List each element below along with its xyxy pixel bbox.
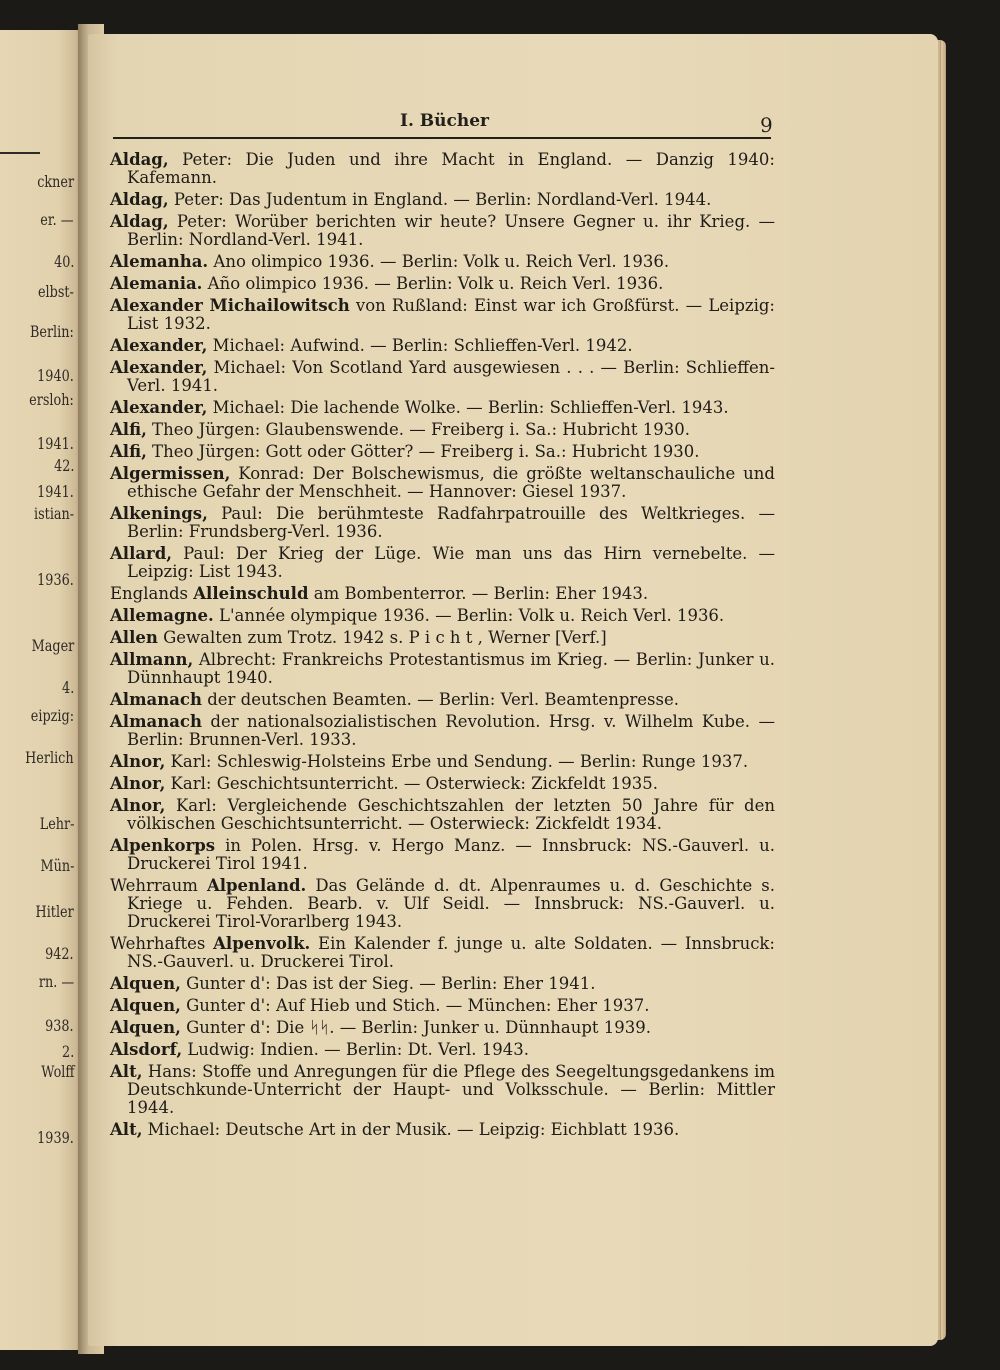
left-page-fragment: 1940. bbox=[37, 366, 74, 385]
entry-text: in Polen. Hrsg. v. Hergo Manz. — Innsbruck: NS.-Gauverl. u. Druckerei Tirol 1941. bbox=[127, 836, 775, 873]
left-page-fragment: 1941. bbox=[37, 482, 74, 501]
bibliography-entry bbox=[110, 877, 775, 931]
entry-keyword: Aldag, bbox=[110, 190, 169, 209]
entry-keyword: Alexander, bbox=[110, 398, 208, 417]
entry-text: Karl: Schleswig-Holsteins Erbe und Sendung. — Berlin: Runge 1937. bbox=[165, 752, 749, 771]
entry-keyword: Alsdorf, bbox=[110, 1040, 183, 1059]
left-page-fragment: Berlin: bbox=[30, 322, 74, 341]
entry-keyword: Alpenvolk. bbox=[213, 934, 311, 953]
entry-text: Hans: Stoffe und Anregungen für die Pflege des Seegeltungsgedankens im Deutschkunde-Unterricht der Haupt- und Volksschule. — Berlin: Mittler 1944. bbox=[127, 1062, 775, 1117]
bibliography-entry bbox=[110, 1121, 775, 1139]
entry-keyword: Alexander, bbox=[110, 336, 208, 355]
entry-text: von Rußland: Einst war ich Großfürst. — Leipzig: List 1932. bbox=[127, 296, 775, 333]
entry-keyword: Alquen, bbox=[110, 996, 181, 1015]
entry-keyword: Alfi, bbox=[110, 420, 147, 439]
entry-keyword: Almanach bbox=[110, 712, 202, 731]
left-page-fragment: eipzig: bbox=[30, 706, 74, 725]
entry-text: Peter: Worüber berichten wir heute? Unsere Gegner u. ihr Krieg. — Berlin: Nordland-Verl. 1941. bbox=[127, 212, 775, 249]
left-page-fragment: 2. bbox=[61, 1042, 74, 1061]
entry-keyword: Algermissen, bbox=[110, 464, 231, 483]
entry-keyword: Alnor, bbox=[110, 774, 166, 793]
bibliography-entry bbox=[110, 191, 775, 209]
entry-text: Ano olimpico 1936. — Berlin: Volk u. Reich Verl. 1936. bbox=[208, 252, 670, 271]
bibliography-entry bbox=[110, 585, 775, 603]
entry-keyword: Alexander Michailowitsch bbox=[110, 296, 350, 315]
page-number: 9 bbox=[760, 113, 773, 137]
bibliography-entry bbox=[110, 691, 775, 709]
entry-keyword: Alemanha. bbox=[110, 252, 209, 271]
left-page-fragment: Hitler bbox=[35, 902, 74, 921]
entry-text: Ludwig: Indien. — Berlin: Dt. Verl. 1943. bbox=[182, 1040, 530, 1059]
bibliography-entry bbox=[110, 837, 775, 873]
entry-text: Paul: Der Krieg der Lüge. Wie man uns das Hirn vernebelte. — Leipzig: List 1943. bbox=[127, 544, 775, 581]
bibliography-entry bbox=[110, 651, 775, 687]
entry-keyword: Alquen, bbox=[110, 974, 181, 993]
left-page-fragment: Mün- bbox=[40, 856, 74, 875]
bibliography-entry bbox=[110, 151, 775, 187]
entry-text: Karl: Geschichtsunterricht. — Osterwieck: Zickfeldt 1935. bbox=[165, 774, 658, 793]
entry-text: am Bombenterror. — Berlin: Eher 1943. bbox=[308, 584, 649, 603]
entry-text: Michael: Deutsche Art in der Musik. — Leipzig: Eichblatt 1936. bbox=[142, 1120, 680, 1139]
left-page-fragment: Wolff bbox=[40, 1062, 74, 1081]
entry-prefix: Wehrraum bbox=[110, 876, 207, 895]
left-page-fragment: ckner bbox=[37, 172, 74, 191]
entry-keyword: Alnor, bbox=[110, 752, 166, 771]
bibliography-entry bbox=[110, 399, 775, 417]
header-rule bbox=[113, 137, 771, 139]
bibliography-entry bbox=[110, 443, 775, 461]
running-head: I. Bücher bbox=[400, 111, 490, 131]
previous-page-edge bbox=[0, 30, 84, 1350]
entry-text: der nationalsozialistischen Revolution. Hrsg. v. Wilhelm Kube. — Berlin: Brunnen-Verl. 1933. bbox=[127, 712, 775, 749]
entry-text: Michael: Von Scotland Yard ausgewiesen . . . — Berlin: Schlieffen-Verl. 1941. bbox=[127, 358, 775, 395]
entry-text: Michael: Die lachende Wolke. — Berlin: Schlieffen-Verl. 1943. bbox=[207, 398, 729, 417]
bibliography-entry bbox=[110, 935, 775, 971]
left-page-fragment: 942. bbox=[45, 944, 74, 963]
bibliography-entry bbox=[110, 359, 775, 395]
entry-keyword: Alexander, bbox=[110, 358, 208, 377]
entry-text: Konrad: Der Bolschewismus, die größte weltanschauliche und ethische Gefahr der Menschheit. — Hannover: Giesel 1937. bbox=[127, 464, 775, 501]
bibliography-entry bbox=[110, 337, 775, 355]
bibliography-entry bbox=[110, 629, 775, 647]
left-page-fragment: 42. bbox=[53, 456, 74, 475]
bibliography-entry bbox=[110, 1041, 775, 1059]
left-page-fragment: 938. bbox=[45, 1016, 74, 1035]
entry-text: Gunter d': Die ᛋᛋ. — Berlin: Junker u. Dünnhaupt 1939. bbox=[180, 1018, 652, 1037]
left-page-fragment: 40. bbox=[53, 252, 74, 271]
entry-text: Theo Jürgen: Glaubenswende. — Freiberg i. Sa.: Hubricht 1930. bbox=[146, 420, 691, 439]
entry-text: Año olimpico 1936. — Berlin: Volk u. Reich Verl. 1936. bbox=[202, 274, 664, 293]
entry-prefix: Wehrhaftes bbox=[110, 934, 214, 953]
bibliography-entry bbox=[110, 797, 775, 833]
bibliography-entry bbox=[110, 275, 775, 293]
entry-text: L'année olympique 1936. — Berlin: Volk u. Reich Verl. 1936. bbox=[213, 606, 725, 625]
entry-text: Albrecht: Frankreichs Protestantismus im Krieg. — Berlin: Junker u. Dünnhaupt 1940. bbox=[127, 650, 775, 687]
entry-keyword: Allard, bbox=[110, 544, 173, 563]
entry-text: Peter: Das Judentum in England. — Berlin: Nordland-Verl. 1944. bbox=[168, 190, 712, 209]
entry-keyword: Allemagne. bbox=[110, 606, 214, 625]
entry-keyword: Alquen, bbox=[110, 1018, 181, 1037]
entry-keyword: Alt, bbox=[110, 1120, 143, 1139]
left-page-fragment: 1936. bbox=[37, 570, 74, 589]
entry-text: Ein Kalender f. junge u. alte Soldaten. — Innsbruck: NS.-Gauverl. u. Druckerei Tirol. bbox=[127, 934, 775, 971]
bibliography-entry bbox=[110, 775, 775, 793]
entry-text: Gunter d': Auf Hieb und Stich. — München: Eher 1937. bbox=[180, 996, 650, 1015]
bibliography-entry bbox=[110, 975, 775, 993]
divider bbox=[0, 152, 40, 154]
bibliography-entry bbox=[110, 1019, 775, 1037]
entry-keyword: Alkenings, bbox=[110, 504, 208, 523]
bibliography-list bbox=[110, 151, 775, 1139]
entry-text: Peter: Die Juden und ihre Macht in England. — Danzig 1940: Kafemann. bbox=[127, 150, 775, 187]
bibliography-entry bbox=[110, 421, 775, 439]
entry-text: Michael: Aufwind. — Berlin: Schlieffen-Verl. 1942. bbox=[207, 336, 633, 355]
bibliography-entry bbox=[110, 465, 775, 501]
left-page-fragment: 1941. bbox=[37, 434, 74, 453]
entry-text: Karl: Vergleichende Geschichtszahlen der letzten 50 Jahre für den völkischen Geschichtsunterricht. — Osterwieck: Zickfeldt 1934. bbox=[127, 796, 775, 833]
entry-keyword: Allen bbox=[110, 628, 158, 647]
entry-text: Paul: Die berühmteste Radfahrpatrouille des Weltkrieges. — Berlin: Frundsberg-Verl. 1936. bbox=[127, 504, 775, 541]
left-page-fragment: rn. — bbox=[38, 972, 74, 991]
bibliography-entry bbox=[110, 297, 775, 333]
entry-keyword: Aldag, bbox=[110, 212, 169, 231]
left-page-fragment: Herlich bbox=[25, 748, 74, 767]
bibliography-entry bbox=[110, 545, 775, 581]
bibliography-entry bbox=[110, 753, 775, 771]
left-page-fragment: 4. bbox=[61, 678, 74, 697]
bibliography-entry bbox=[110, 997, 775, 1015]
bibliography-entry bbox=[110, 607, 775, 625]
entry-text: Gewalten zum Trotz. 1942 s. P i c h t , Werner [Verf.] bbox=[157, 628, 607, 647]
entry-keyword: Alleinschuld bbox=[193, 584, 309, 603]
entry-keyword: Alnor, bbox=[110, 796, 166, 815]
left-page-fragment: istian- bbox=[33, 504, 74, 523]
entry-keyword: Alt, bbox=[110, 1062, 143, 1081]
entry-keyword: Allmann, bbox=[110, 650, 194, 669]
entry-text: Gunter d': Das ist der Sieg. — Berlin: Eher 1941. bbox=[180, 974, 596, 993]
entry-keyword: Alfi, bbox=[110, 442, 147, 461]
entry-keyword: Aldag, bbox=[110, 150, 169, 169]
entry-text: Das Gelände d. dt. Alpenraumes u. d. Geschichte s. Kriege u. Fehden. Bearb. v. Ulf Seidl. — Innsbruck: NS.-Gauverl. u. Druckerei Tirol-Vorarlberg 1943. bbox=[127, 876, 775, 931]
entry-keyword: Almanach bbox=[110, 690, 202, 709]
left-page-fragment: er. — bbox=[40, 210, 74, 229]
left-page-fragment: elbst- bbox=[38, 282, 74, 301]
bibliography-entry bbox=[110, 213, 775, 249]
entry-text: der deutschen Beamten. — Berlin: Verl. Beamtenpresse. bbox=[201, 690, 679, 709]
bibliography-entry bbox=[110, 1063, 775, 1117]
entry-prefix: Englands bbox=[110, 584, 194, 603]
left-page-fragment: Lehr- bbox=[39, 814, 74, 833]
entry-keyword: Alpenkorps bbox=[110, 836, 216, 855]
entry-keyword: Alemania. bbox=[110, 274, 203, 293]
bibliography-entry bbox=[110, 713, 775, 749]
entry-text: Theo Jürgen: Gott oder Götter? — Freiberg i. Sa.: Hubricht 1930. bbox=[146, 442, 700, 461]
bibliography-entry bbox=[110, 253, 775, 271]
left-page-fragment: Mager bbox=[31, 636, 74, 655]
left-page-fragment: ersloh: bbox=[29, 390, 74, 409]
bibliography-entry bbox=[110, 505, 775, 541]
entry-keyword: Alpenland. bbox=[206, 876, 307, 895]
left-page-fragment: 1939. bbox=[37, 1128, 74, 1147]
